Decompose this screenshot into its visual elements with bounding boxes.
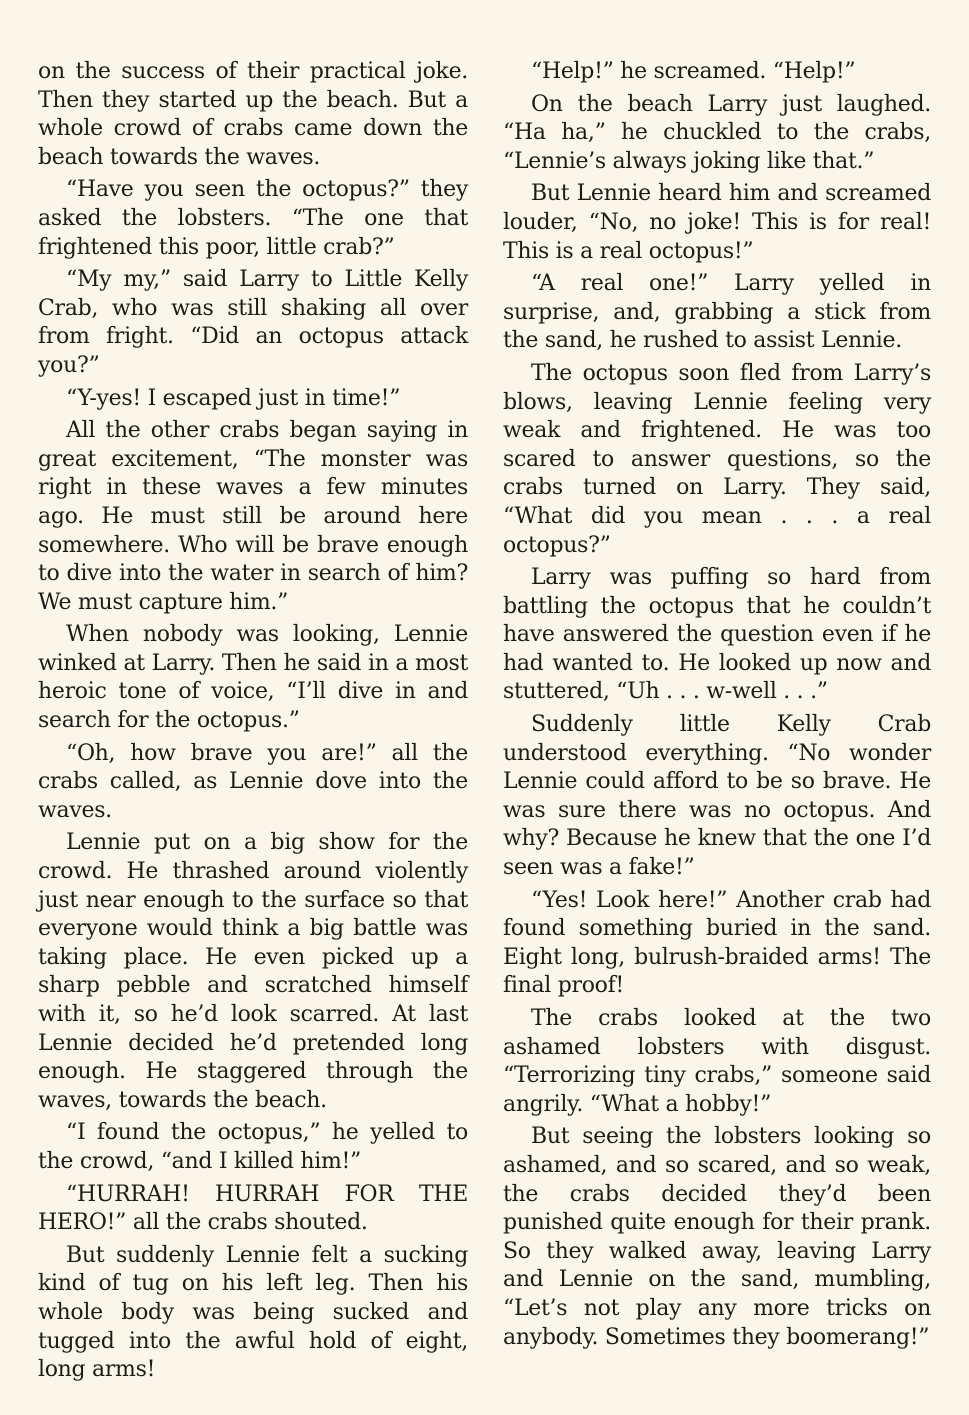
paragraph: The crabs looked at the two ashamed lobsters with disgust. “Terrorizing tiny crabs,” someone said angrily. “What a hobby!” bbox=[503, 1006, 931, 1117]
paragraph: “A real one!” Larry yelled in surprise, and, grabbing a stick from the sand, he rushed to assist Lennie. bbox=[503, 271, 931, 354]
paragraph: But Lennie heard him and screamed louder, “No, no joke! This is for real! This is a real octopus!” bbox=[503, 181, 931, 264]
paragraph: “Y-yes! I escaped just in time!” bbox=[66, 385, 401, 411]
paragraph: “Help!” he screamed. “Help!” bbox=[531, 59, 856, 84]
paragraph: “Have you seen the octopus?” they asked the lobsters. “The one that frightened this poor, little crab?” bbox=[38, 177, 468, 260]
paragraph: All the other crabs began saying in great excitement, “The monster was right in these waves a few minutes ago. He must still be around here somewhere. Who will be brave enough to dive into the water in search of him? We must capture him.” bbox=[38, 418, 468, 615]
paragraph: “Yes! Look here!” Another crab had found something buried in the sand. Eight long, bulrush-braided arms! The final proof! bbox=[503, 887, 931, 999]
paragraph: The octopus soon fled from Larry’s blows, leaving Lennie feeling very weak and frightened. He was too scared to answer questions, so the crabs turned on Larry. They said, “What did you mean . . . a real octopus?” bbox=[503, 360, 931, 558]
paragraph: “Oh, how brave you are!” all the crabs called, as Lennie dove into the waves. bbox=[38, 740, 468, 823]
paragraph: “I found the octopus,” he yelled to the crowd, “and I killed him!” bbox=[38, 1120, 468, 1174]
paragraph: Larry was puffing so hard from battling the octopus that he couldn’t have answered the question even if he had wanted to. He looked up now and stuttered, “Uh . . . w-well . . .” bbox=[503, 565, 931, 705]
paragraph: “My my,” said Larry to Little Kelly Crab, who was still shaking all over from fright. “Did an octopus attack you?” bbox=[38, 267, 468, 378]
left-column bbox=[38, 58, 468, 1389]
paragraph: “HURRAH! HURRAH FOR THE HERO!” all the crabs shouted. bbox=[38, 1181, 468, 1236]
paragraph: Lennie put on a big show for the crowd. He thrashed around violently just near enough to the surface so that everyone would think a big battle was taking place. He even picked up a sharp pebble and scratched himself with it, so he’d look scarred. At last Lennie decided he’d pretended long enough. He staggered through the waves, towards the beach. bbox=[38, 830, 468, 1113]
paragraph: On the beach Larry just laughed. “Ha ha,” he chuckled to the crabs, “Lennie’s always joking like that.” bbox=[503, 91, 931, 174]
paragraph: on the success of their practical joke. Then they started up the beach. But a whole crowd of crabs came down the beach towards the waves. bbox=[38, 59, 468, 170]
paragraph: When nobody was looking, Lennie winked at Larry. Then he said in a most heroic tone of voice, “I’ll dive in and search for the octopus.” bbox=[38, 622, 468, 734]
right-column bbox=[503, 58, 931, 1356]
paragraph: But suddenly Lennie felt a sucking kind of tug on his left leg. Then his whole body was being sucked and tugged into the awful hold of eight, long arms! bbox=[38, 1242, 468, 1383]
paragraph: But seeing the lobsters looking so ashamed, and so scared, and so weak, the crabs decided they’d been punished quite enough for their prank. So they walked away, leaving Larry and Lennie on the sand, mumbling, “Let’s not play any more tricks on anybody. Sometimes they boomerang!” bbox=[503, 1124, 931, 1350]
paragraph: Suddenly little Kelly Crab understood everything. “No wonder Lennie could afford to be so brave. He was sure there was no octopus. And why? Because he knew that the one I’d seen was a fake!” bbox=[503, 712, 931, 881]
